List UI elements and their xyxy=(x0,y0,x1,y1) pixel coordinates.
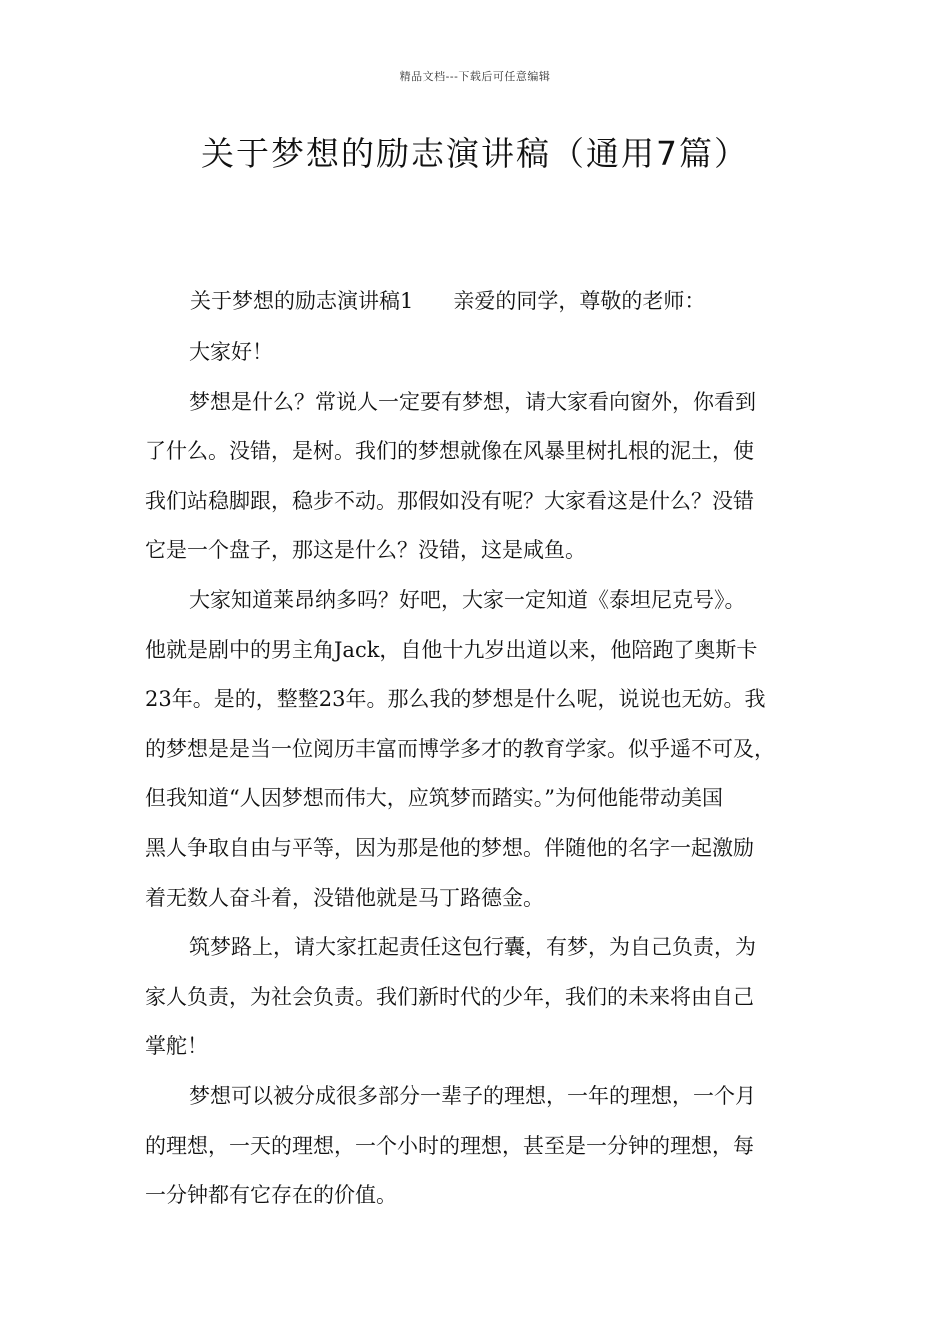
paragraph-line: 大家好！ xyxy=(189,340,273,364)
paragraph-line: 黑人争取自由与平等，因为那是他的梦想。伴随他的名字一起激励 xyxy=(145,835,754,860)
paragraph-line: 的梦想是是当一位阅历丰富而博学多才的教育学家。似乎遥不可及， xyxy=(145,736,775,761)
opening-line xyxy=(190,286,705,316)
section-heading: 关于梦想的励志演讲稿1 xyxy=(190,289,414,313)
paragraph-line: 着无数人奋斗着，没错他就是马丁路德金。 xyxy=(145,885,544,910)
paragraph-line: 梦想可以被分成很多部分一辈子的理想，一年的理想，一个月 xyxy=(189,1083,756,1108)
paragraph-line: 家人负责，为社会负责。我们新时代的少年，我们的未来将由自己 xyxy=(145,984,754,1009)
paragraph-line: 我们站稳脚跟，稳步不动。那假如没有呢？大家看这是什么？没错 xyxy=(145,488,754,513)
body-text xyxy=(145,328,810,1221)
paragraph-line: 梦想是什么？常说人一定要有梦想，请大家看向窗外，你看到 xyxy=(189,389,756,414)
header-note: 精品文档---下载后可任意编辑 xyxy=(399,70,551,83)
document-title: 关于梦想的励志演讲稿（通用7篇） xyxy=(201,134,749,173)
paragraph-line: 它是一个盘子，那这是什么？没错，这是咸鱼。 xyxy=(145,538,586,563)
paragraph-line: 掌舵！ xyxy=(145,1034,208,1059)
paragraph-line: 了什么。没错，是树。我们的梦想就像在风暴里树扎根的泥土，使 xyxy=(145,439,754,464)
salutation: 亲爱的同学，尊敬的老师： xyxy=(453,289,706,313)
paragraph-line: 筑梦路上，请大家扛起责任这包行囊，有梦，为自己负责，为 xyxy=(189,935,756,960)
paragraph-line: 大家知道莱昂纳多吗？好吧，大家一定知道《泰坦尼克号》。 xyxy=(189,587,746,612)
paragraph-line: 他就是剧中的男主角Jack，自他十九岁出道以来，他陪跑了奥斯卡 xyxy=(145,637,758,662)
paragraph-line: 23年。是的，整整23年。那么我的梦想是什么呢，说说也无妨。我 xyxy=(145,687,766,712)
paragraph-line: 的理想，一天的理想，一个小时的理想，甚至是一分钟的理想，每 xyxy=(145,1133,754,1158)
paragraph-line: 一分钟都有它存在的价值。 xyxy=(145,1183,397,1208)
paragraph-line: 但我知道“人因梦想而伟大，应筑梦而踏实。”为何他能带动美国 xyxy=(145,786,723,811)
